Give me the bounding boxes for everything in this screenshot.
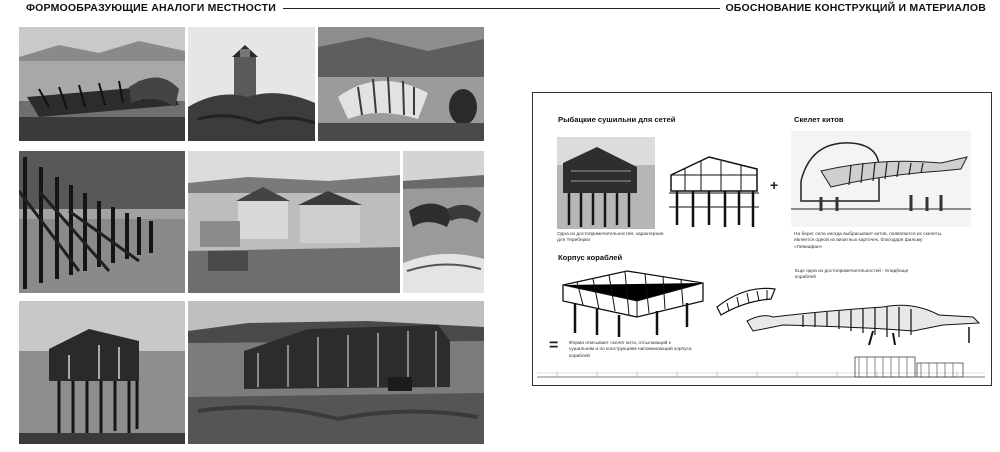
drawing-drying-shed — [665, 153, 763, 229]
section-drying-sheds: Рыбацкие сушильни для сетей — [558, 115, 676, 124]
header-rule-left — [283, 8, 513, 9]
photo-wrecked-boats — [403, 151, 484, 293]
drawing-whale-museum — [791, 131, 971, 227]
photo-shipwreck-bay — [19, 27, 185, 141]
photo-drying-shed — [19, 301, 185, 444]
header-rule-right — [480, 8, 720, 9]
concept-board — [532, 92, 992, 386]
photo-fence-posts — [19, 151, 185, 293]
section-whale-skeleton: Скелет китов — [794, 115, 844, 124]
drawing-site-elevation — [537, 349, 985, 381]
plus-sign: + — [770, 177, 779, 193]
photo-ruined-warehouse — [188, 301, 484, 444]
caption-form-concept: Форма описывает скелет кита, отсылающий к сушильням и по конструкциям напоминающий корпуса кораблей — [569, 341, 692, 359]
drawing-ship-hull-frame — [557, 265, 707, 337]
photo-whale-skeleton — [318, 27, 484, 141]
equals-sign: = — [549, 337, 559, 354]
photo-lighthouse — [188, 27, 315, 141]
caption-ship-graveyard: Еще одна из достопримечательностей - Кладбище кораблей — [795, 269, 909, 281]
caption-whale-skeleton: На берег села иногда выбрасывает китов, появляются их скелеты, является одной из визитных карточек, благодаря фильму «Левиафан» — [794, 232, 943, 250]
section-ship-hull: Корпус кораблей — [558, 253, 623, 262]
caption-drying-sheds: Одна из достопримечательностей, характерная для Териберки — [557, 232, 664, 244]
photo-old-buildings — [188, 151, 400, 293]
section-title-construction: ОБОСНОВАНИЕ КОНСТРУКЦИЙ И МАТЕРИАЛОВ — [725, 2, 986, 14]
section-title-analogs: ФОРМООБРАЗУЮЩИЕ АНАЛОГИ МЕСТНОСТИ — [26, 2, 276, 14]
photo-drying-shed-small — [557, 137, 655, 229]
drawing-whale-skeleton — [743, 291, 983, 347]
